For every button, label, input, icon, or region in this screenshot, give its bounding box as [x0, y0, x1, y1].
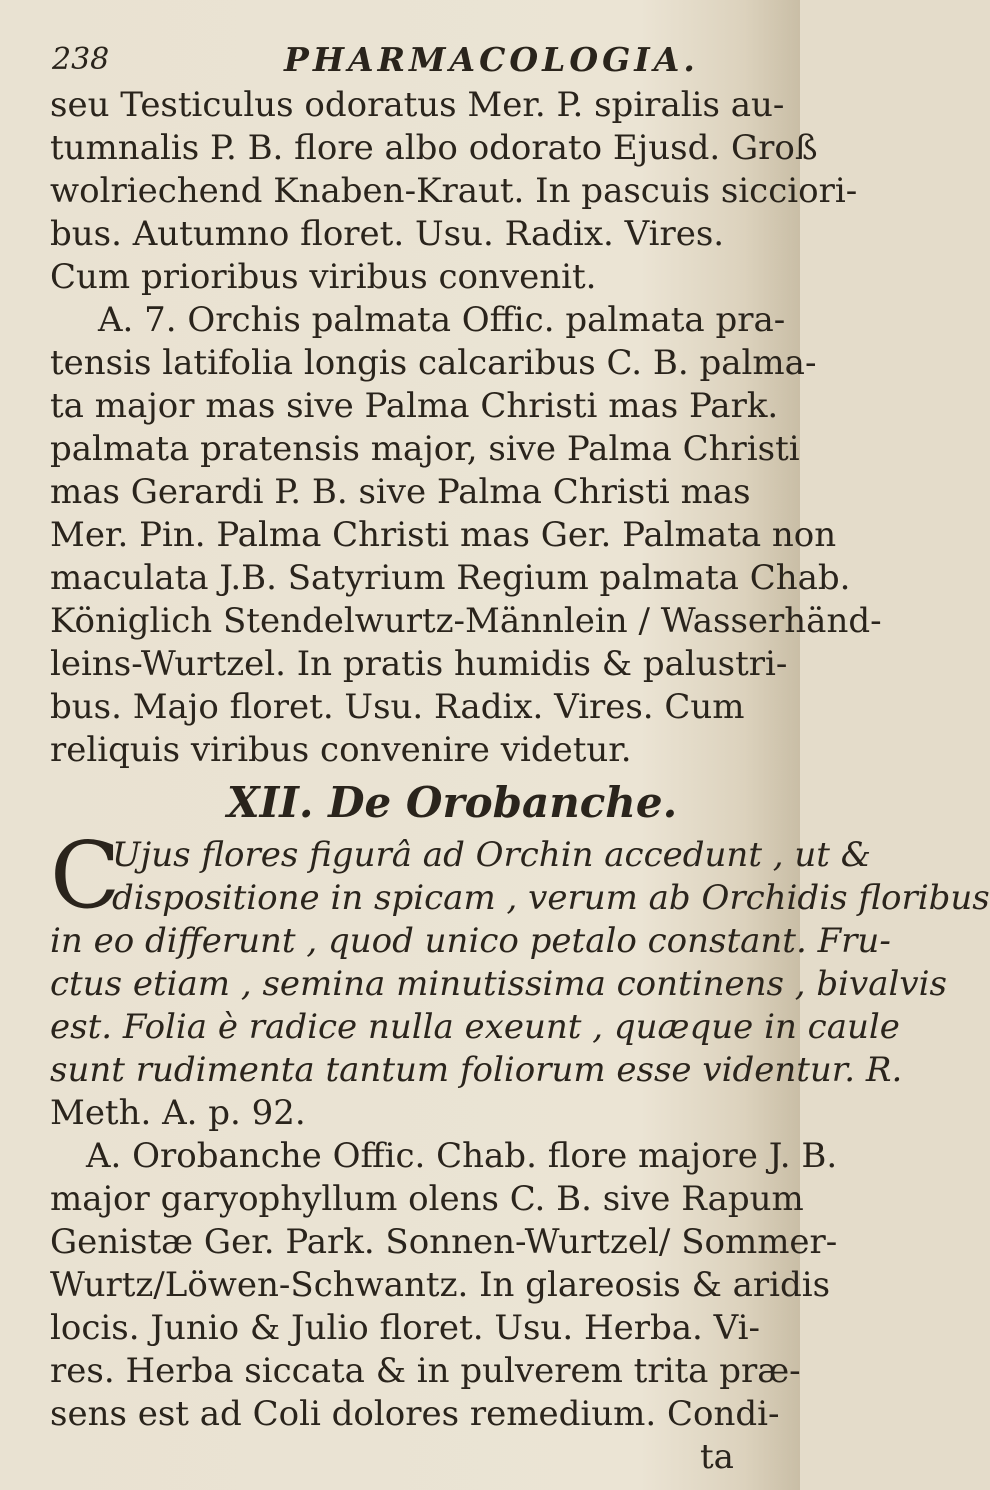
text-line: mas Gerardi P. B. sive Palma Christi mas	[50, 472, 751, 512]
running-head	[50, 40, 770, 84]
section-intro	[50, 822, 990, 1135]
text-line: ta major mas sive Palma Christi mas Park.	[50, 386, 779, 426]
running-title: PHARMACOLOGIA.	[284, 40, 699, 79]
text-line: est. Folia è radice nulla exeunt , quæque in caule	[50, 1007, 900, 1047]
text-line: A. Orobanche Offic. Chab. flore majore J. B.	[86, 1136, 838, 1176]
catchword: ta	[700, 1437, 734, 1477]
text-line: locis. Junio & Julio floret. Usu. Herba. Vi-	[50, 1308, 760, 1348]
text-line: A. 7. Orchis palmata Offic. palmata pra-	[98, 300, 786, 340]
page-number: 238	[52, 42, 110, 77]
text-line: in eo differunt , quod unico petalo constant. Fru-	[50, 921, 891, 961]
page-content	[50, 40, 990, 1479]
text-line: Cum prioribus viribus convenit.	[50, 257, 597, 297]
text-line: bus. Autumno floret. Usu. Radix. Vires.	[50, 214, 725, 254]
text-line: leins-Wurtzel. In pratis humidis & palustri-	[50, 644, 788, 684]
text-block-orobanche	[50, 1135, 838, 1479]
text-line: Ujus flores figurâ ad Orchin accedunt , ut &	[112, 835, 872, 875]
text-line: major garyophyllum olens C. B. sive Rapum	[50, 1179, 804, 1219]
text-line: bus. Majo floret. Usu. Radix. Vires. Cum	[50, 687, 745, 727]
text-line: wolriechend Knaben-Kraut. In pascuis sicciori-	[50, 171, 858, 211]
text-line: reliquis viribus convenire videtur.	[50, 730, 632, 770]
text-line: tumnalis P. B. flore albo odorato Ejusd. Groß	[50, 128, 818, 168]
text-line: sens est ad Coli dolores remedium. Condi-	[50, 1394, 780, 1434]
section-heading: XII. De Orobanche.	[227, 778, 678, 827]
text-line: seu Testiculus odoratus Mer. P. spiralis au-	[50, 85, 785, 125]
drop-cap: C	[50, 822, 121, 929]
text-line: palmata pratensis major, sive Palma Christi	[50, 429, 800, 469]
text-line: ctus etiam , semina minutissima continens , bivalvis	[50, 964, 947, 1004]
text-line: Genistæ Ger. Park. Sonnen-Wurtzel/ Sommer-	[50, 1222, 838, 1262]
text-line: sunt rudimenta tantum foliorum esse videntur. R.	[50, 1050, 903, 1090]
text-line: Königlich Stendelwurtz-Männlein / Wasserhänd-	[50, 601, 882, 641]
text-block-orchis	[50, 84, 882, 772]
text-line: Mer. Pin. Palma Christi mas Ger. Palmata non	[50, 515, 837, 555]
text-line: res. Herba siccata & in pulverem trita præ-	[50, 1351, 801, 1391]
text-line: dispositione in spicam , verum ab Orchidis floribus	[112, 878, 990, 918]
text-line: tensis latifolia longis calcaribus C. B. palma-	[50, 343, 817, 383]
text-line: Wurtz/Löwen-Schwantz. In glareosis & aridis	[50, 1265, 831, 1305]
text-line: Meth. A. p. 92.	[50, 1093, 306, 1133]
text-line: maculata J.B. Satyrium Regium palmata Chab.	[50, 558, 851, 598]
